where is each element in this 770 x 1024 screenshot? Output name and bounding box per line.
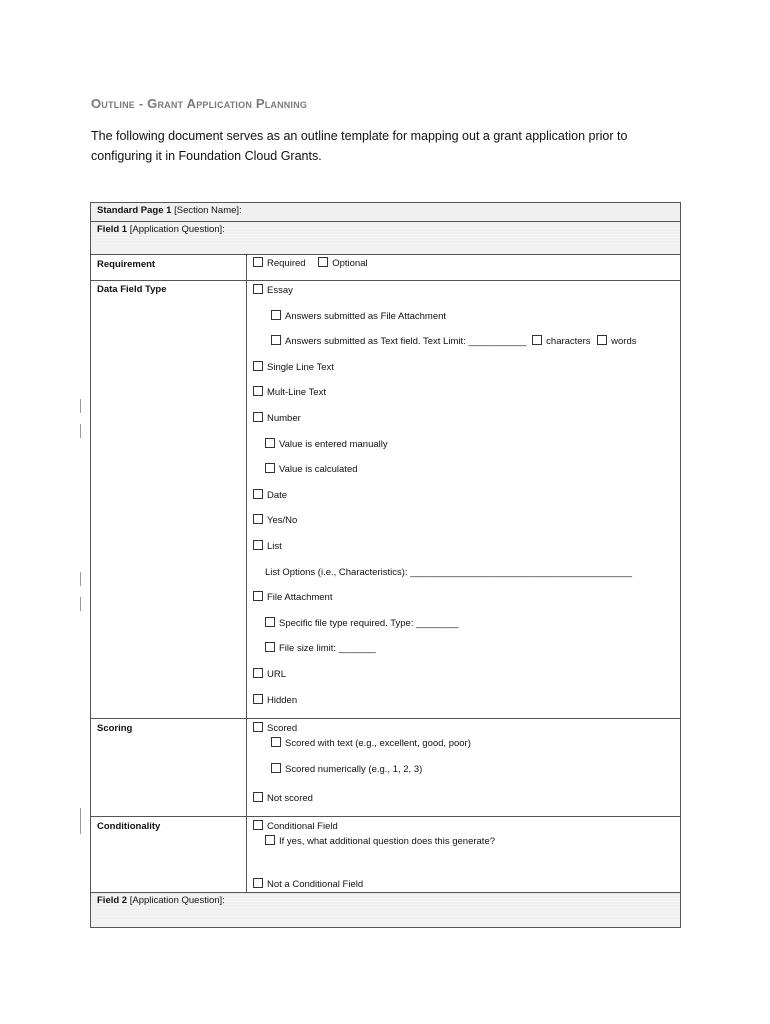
url-option[interactable]: [253, 667, 674, 693]
checkbox-icon[interactable]: [253, 489, 263, 499]
not-conditional-label: Not a Conditional Field: [267, 879, 364, 891]
calculated-label: Value is calculated: [279, 464, 358, 476]
field1-header: [91, 222, 681, 255]
scored-text-option[interactable]: [253, 736, 674, 762]
checkbox-icon[interactable]: [271, 737, 281, 747]
checkbox-icon[interactable]: [265, 438, 275, 448]
field2-rest: [Application Question]:: [127, 895, 225, 907]
data-field-type-row: [91, 281, 681, 719]
checkbox-icon[interactable]: [253, 257, 263, 267]
entered-manually-option[interactable]: [253, 437, 674, 463]
required-option[interactable]: [253, 258, 306, 269]
conditional-label: Conditional Field: [267, 821, 338, 833]
checkbox-icon[interactable]: [253, 878, 263, 888]
scoring-options: [247, 719, 681, 817]
required-label: Required: [267, 258, 306, 269]
checkbox-icon[interactable]: [253, 412, 263, 422]
revision-mark: [80, 572, 81, 586]
revision-mark: [80, 424, 81, 438]
date-label: Date: [267, 489, 288, 501]
data-field-type-options: [247, 281, 681, 719]
calculated-option[interactable]: [253, 462, 674, 488]
field2-header: [91, 893, 681, 928]
scored-option[interactable]: [253, 721, 674, 736]
not-scored-label: Not scored: [267, 792, 313, 804]
file-size-label: File size limit: _______: [279, 643, 376, 655]
checkbox-icon[interactable]: [253, 386, 263, 396]
date-option[interactable]: [253, 488, 674, 514]
field1-bold: Field 1: [97, 224, 128, 235]
revision-mark: [80, 399, 81, 413]
entered-manually-label: Value is entered manually: [279, 438, 388, 450]
number-option[interactable]: [253, 411, 674, 437]
requirement-options: [247, 255, 681, 281]
hidden-option[interactable]: [253, 693, 674, 719]
requirement-row: [91, 255, 681, 281]
data-field-type-label: Data Field Type: [91, 281, 247, 719]
outline-table: [90, 202, 681, 928]
scored-label: Scored: [267, 723, 298, 735]
list-option[interactable]: [253, 539, 674, 565]
url-label: URL: [267, 668, 287, 680]
optional-label: Optional: [332, 258, 368, 269]
characters-label: characters: [546, 336, 591, 348]
list-options-field[interactable]: List Options (i.e., Characteristics): __________________________________________: [265, 566, 633, 578]
if-yes-label: If yes, what additional question does this generate?: [279, 836, 496, 848]
section-header-rest: [Section Name]:: [171, 205, 242, 216]
hidden-label: Hidden: [267, 694, 298, 706]
yes-no-label: Yes/No: [267, 515, 298, 527]
scoring-label: Scoring: [91, 719, 247, 817]
answers-text-label: Answers submitted as Text field. Text Limit: ___________: [285, 336, 527, 348]
conditional-option[interactable]: [253, 819, 674, 834]
single-line-option[interactable]: [253, 360, 674, 386]
revision-mark: [80, 597, 81, 611]
section-header-bold: Standard Page 1: [97, 205, 172, 216]
multi-line-option[interactable]: [253, 385, 674, 411]
file-type-label: Specific file type required. Type: ________: [279, 617, 459, 629]
revision-mark: [80, 808, 81, 834]
checkbox-icon[interactable]: [532, 335, 542, 345]
scored-text-label: Scored with text (e.g., excellent, good, poor): [285, 738, 471, 750]
answers-file-option[interactable]: [253, 309, 674, 335]
list-label: List: [267, 540, 282, 552]
checkbox-icon[interactable]: [271, 763, 281, 773]
checkbox-icon[interactable]: [253, 284, 263, 294]
number-label: Number: [267, 412, 301, 424]
checkbox-icon[interactable]: [253, 694, 263, 704]
checkbox-icon[interactable]: [265, 463, 275, 473]
checkbox-icon[interactable]: [253, 540, 263, 550]
checkbox-icon[interactable]: [253, 820, 263, 830]
scored-numeric-label: Scored numerically (e.g., 1, 2, 3): [285, 763, 423, 775]
essay-label: Essay: [267, 285, 293, 296]
intro-paragraph: The following document serves as an outline template for mapping out a grant application prior to configuring it in Foundation Cloud Grants.: [91, 129, 628, 163]
checkbox-icon[interactable]: [265, 642, 275, 652]
checkbox-icon[interactable]: [253, 668, 263, 678]
document-title: Outline - Grant Application Planning: [91, 96, 308, 111]
checkbox-icon[interactable]: [271, 335, 281, 345]
requirement-label: Requirement: [91, 255, 247, 281]
not-scored-option[interactable]: [253, 791, 674, 817]
answers-text-option[interactable]: [253, 334, 674, 360]
section-header-row: [91, 203, 681, 222]
file-size-option[interactable]: [253, 641, 674, 667]
answers-file-label: Answers submitted as File Attachment: [285, 310, 447, 322]
checkbox-icon[interactable]: [318, 257, 328, 267]
checkbox-icon[interactable]: [253, 591, 263, 601]
scored-numeric-option[interactable]: [253, 762, 674, 791]
file-type-option[interactable]: [253, 616, 674, 642]
field2-bold: Field 2: [97, 895, 128, 907]
checkbox-icon[interactable]: [265, 835, 275, 845]
checkbox-icon[interactable]: [253, 722, 263, 732]
essay-option[interactable]: [253, 283, 674, 309]
not-conditional-option[interactable]: [253, 877, 674, 892]
conditionality-row: [91, 817, 681, 893]
words-label: words: [611, 336, 637, 348]
scoring-row: [91, 719, 681, 817]
checkbox-icon[interactable]: [253, 792, 263, 802]
field1-row: [91, 222, 681, 255]
optional-option[interactable]: [318, 258, 367, 269]
field1-rest: [Application Question]:: [127, 224, 225, 235]
field2-row: [91, 893, 681, 928]
checkbox-icon[interactable]: [271, 310, 281, 320]
single-line-label: Single Line Text: [267, 361, 334, 373]
section-header: [91, 203, 681, 222]
if-yes-option[interactable]: [253, 834, 674, 877]
file-attachment-label: File Attachment: [267, 592, 333, 604]
checkbox-icon[interactable]: [253, 514, 263, 524]
checkbox-icon[interactable]: [597, 335, 607, 345]
checkbox-icon[interactable]: [265, 617, 275, 627]
file-attachment-option[interactable]: [253, 590, 674, 616]
conditionality-options: [247, 817, 681, 893]
conditionality-label: Conditionality: [91, 817, 247, 893]
multi-line-label: Mult-Line Text: [267, 387, 326, 399]
checkbox-icon[interactable]: [253, 361, 263, 371]
yes-no-option[interactable]: [253, 513, 674, 539]
